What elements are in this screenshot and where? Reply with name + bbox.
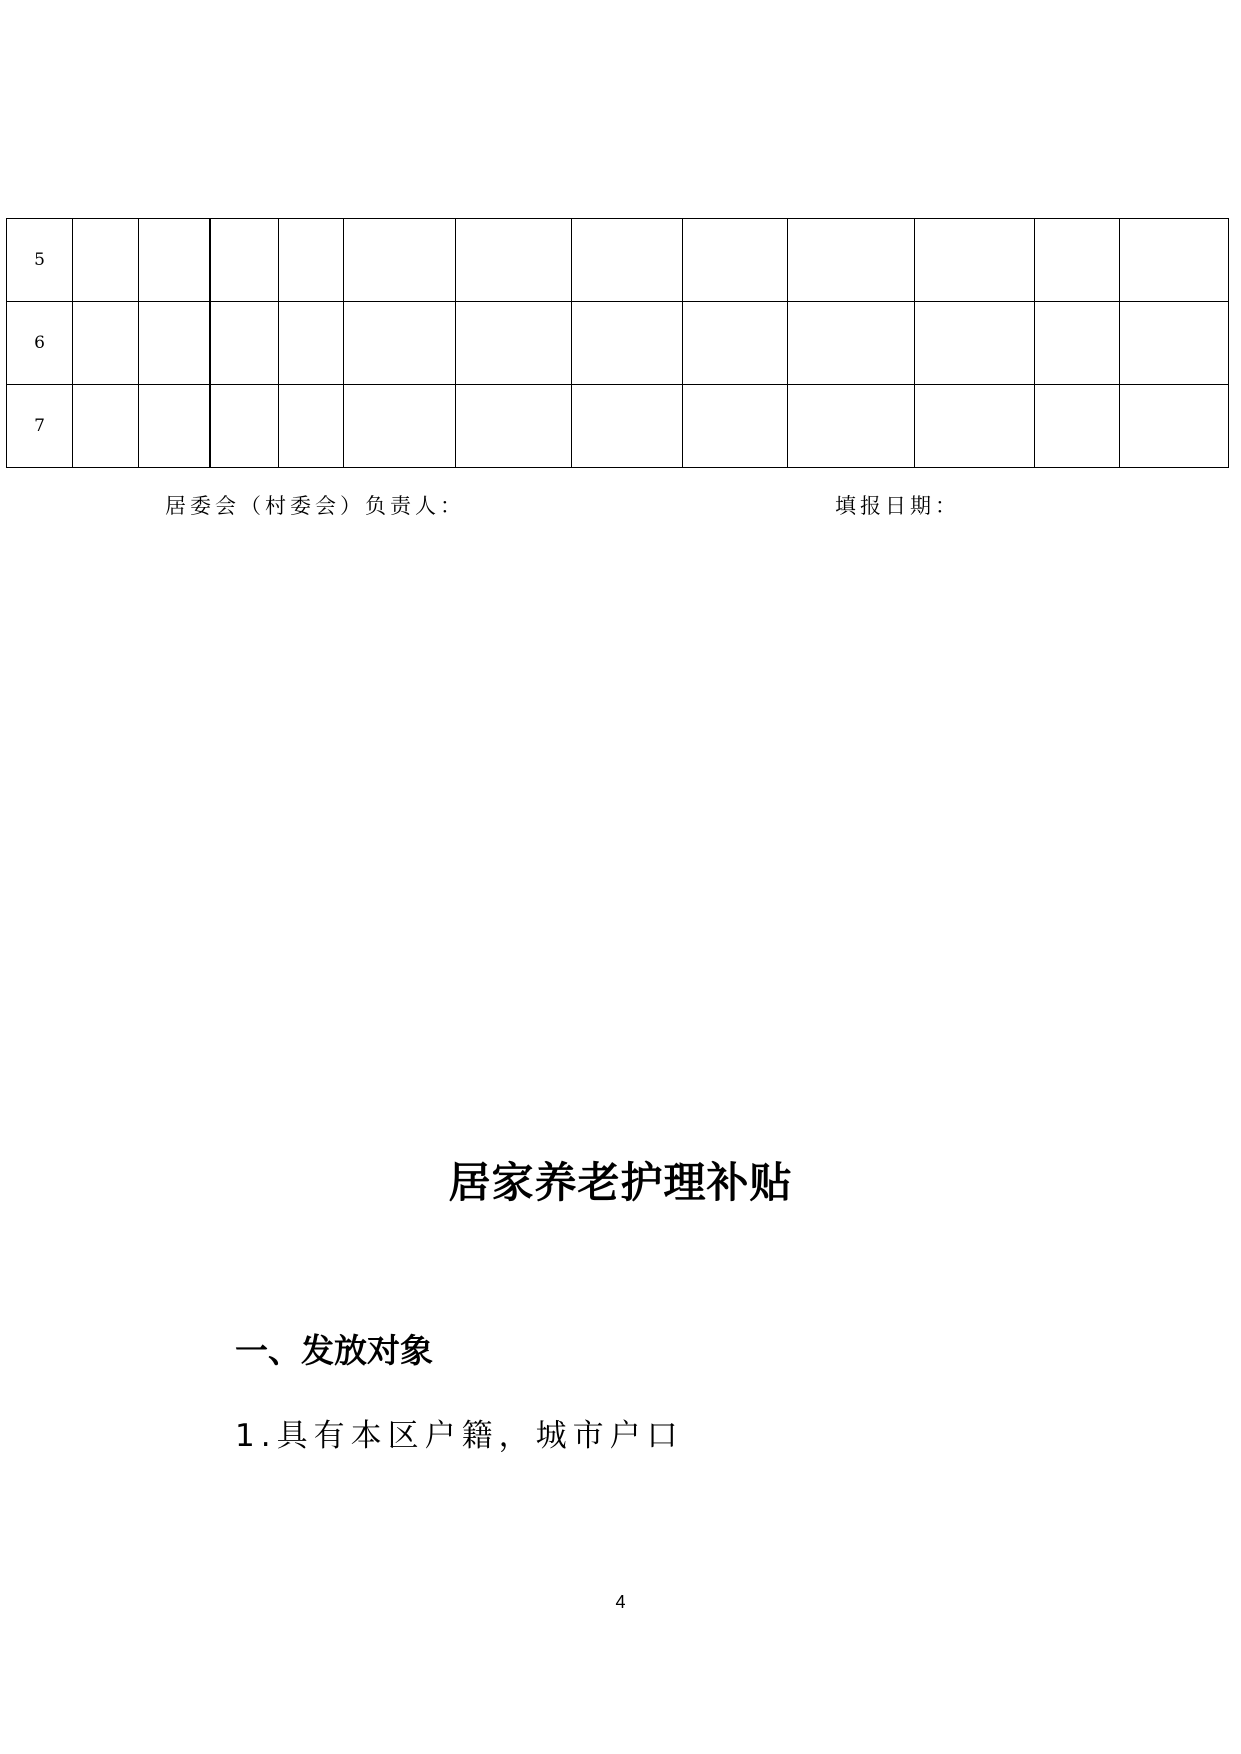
table-cell [915,219,1035,302]
table-cell [683,219,788,302]
table-cell [683,302,788,385]
table-cell [210,219,279,302]
table-cell [139,302,210,385]
table-cell [279,302,344,385]
table-cell [139,385,210,468]
row-number: 6 [7,302,73,385]
page-number: 4 [615,1592,626,1612]
row-number: 7 [7,385,73,468]
document-title: 居家养老护理补贴 [448,1158,793,1207]
table-cell [1120,219,1229,302]
table-cell [788,219,915,302]
table-cell [683,385,788,468]
table-cell [788,302,915,385]
table-cell [572,219,683,302]
signature-line [0,490,1241,522]
table-cell [73,302,139,385]
fill-date-label: 填报日期： [835,494,960,518]
table-cell [73,385,139,468]
table-cell [456,219,572,302]
table-cell [279,385,344,468]
table-cell [915,385,1035,468]
table-cell [210,385,279,468]
table-cell [1035,385,1120,468]
table-cell [788,385,915,468]
table-row [7,219,1229,302]
table-cell [1035,219,1120,302]
table-cell [210,302,279,385]
table-cell [73,219,139,302]
table-cell [1035,302,1120,385]
table-cell [915,302,1035,385]
list-item: 1.具有本区户籍，城市户口 [235,1418,684,1454]
table-cell [344,302,456,385]
table-cell [1120,385,1229,468]
responsible-person-label: 居委会（村委会）负责人： [165,494,465,518]
table-cell [344,219,456,302]
section-heading: 一、发放对象 [235,1331,433,1370]
form-table [6,218,1229,468]
table-cell [456,385,572,468]
table-cell [279,219,344,302]
table-cell [572,302,683,385]
table-cell [456,302,572,385]
table-cell [572,385,683,468]
table-cell [344,385,456,468]
table-row [7,302,1229,385]
table-cell [139,219,210,302]
table-row [7,385,1229,468]
table-cell [1120,302,1229,385]
row-number: 5 [7,219,73,302]
